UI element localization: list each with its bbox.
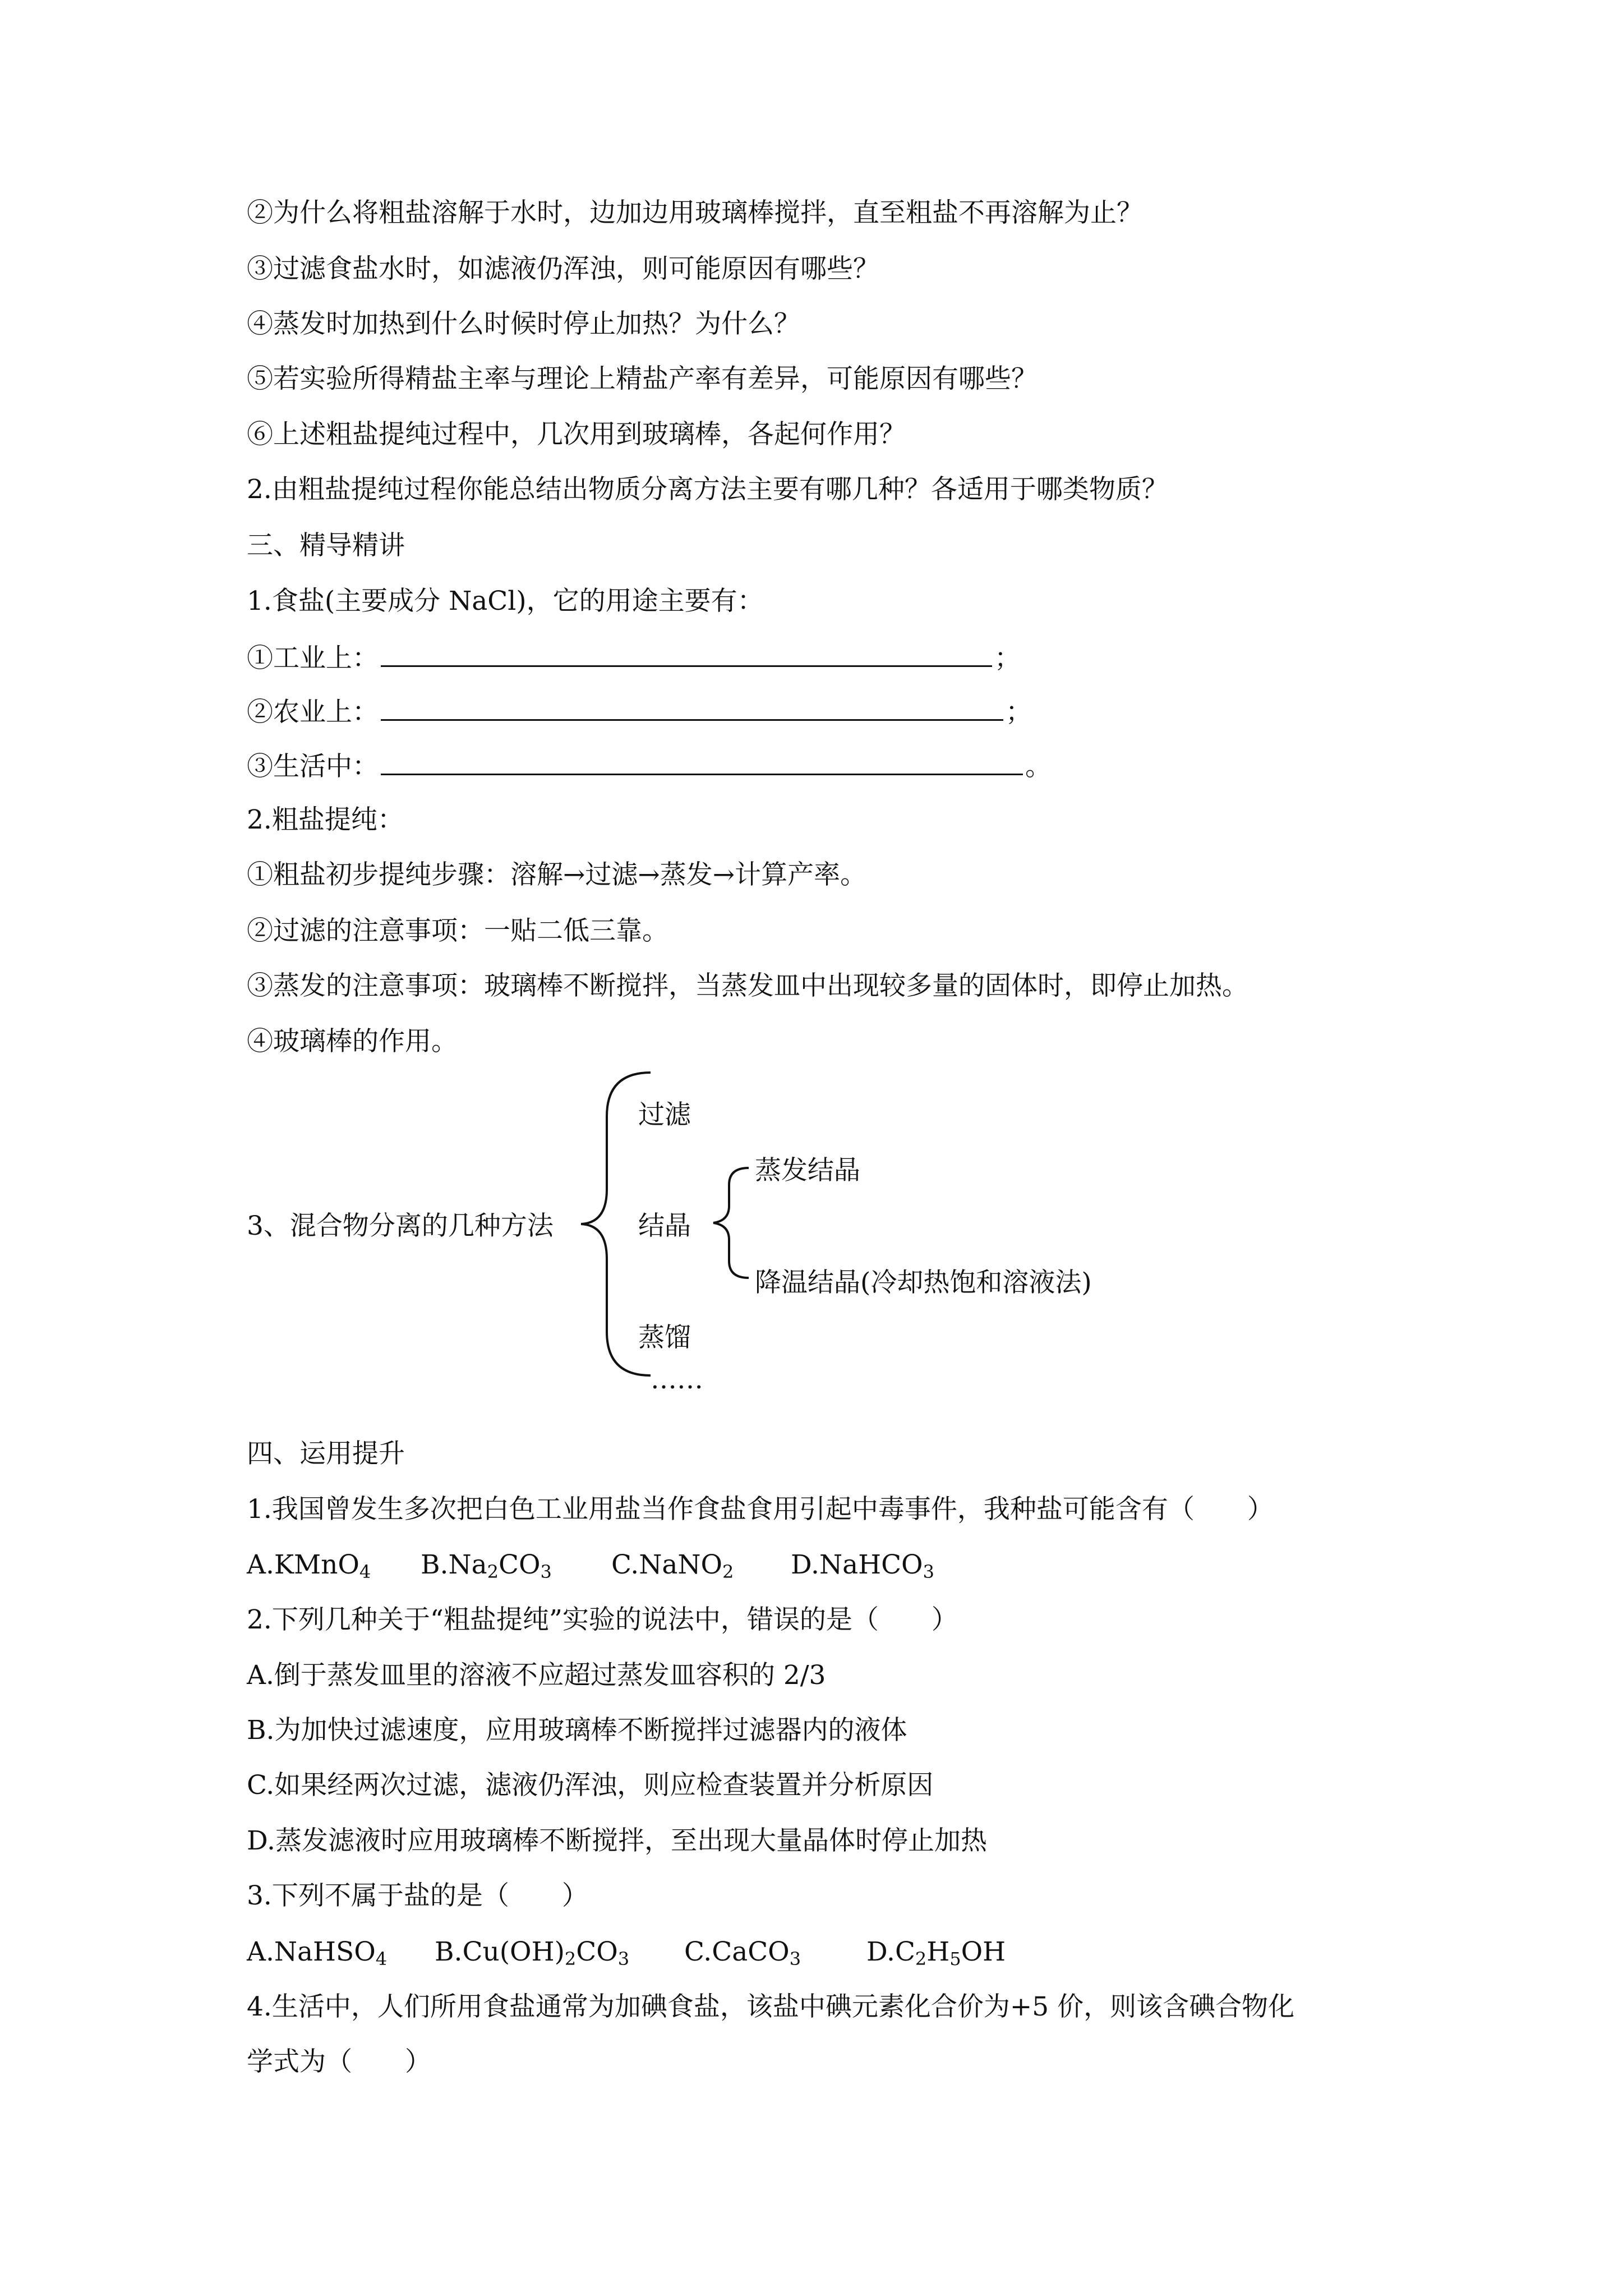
option-c: C.CaCO$_3$ [684,1936,801,1970]
salt-uses-intro: 1.食盐(主要成分 NaCl)，它的用途主要有： [247,586,764,616]
sub-brace [713,1168,749,1278]
mc-question-3-options [247,1935,1006,1969]
purification-step-1: ①粗盐初步提纯步骤：溶解→过滤→蒸发→计算产率。 [247,859,867,890]
mc-question-2-option-c: C.如果经两次过滤，滤液仍浑浊，则应检查装置并分析原因 [247,1770,934,1801]
question-1-3: ③过滤食盐水时，如滤液仍浑浊，则可能原因有哪些？ [247,254,879,284]
use-industry-label: ①工业上： [247,643,379,674]
mc-question-1: 1.我国曾发生多次把白色工业用盐当作食盐食用引起中毒事件，我种盐可能含有（ ） [247,1494,1274,1525]
option-a: A.KMnO$_4$ [247,1549,371,1582]
mc-question-2-option-d: D.蒸发滤液时应用玻璃棒不断搅拌，至出现大量晶体时停止加热 [247,1825,987,1856]
question-1-6: ⑥上述粗盐提纯过程中，几次用到玻璃棒，各起何作用？ [247,419,906,450]
semicolon: ； [994,643,1021,674]
mc-question-1-options [247,1548,934,1582]
use-agri-label: ②农业上： [247,697,379,728]
method-cooling-crystallization: 降温结晶(冷却热饱和溶液法) [755,1267,1092,1298]
question-1-5: ⑤若实验所得精盐主率与理论上精盐产率有差异，可能原因有哪些？ [247,364,1038,394]
mc-question-3: 3.下列不属于盐的是（ ） [247,1880,588,1911]
diagram-root-label: 3、混合物分离的几种方法 [247,1211,554,1241]
question-1-4: ④蒸发时加热到什么时候时停止加热？为什么？ [247,309,800,339]
mc-question-2-option-a: A.倒于蒸发皿里的溶液不应超过蒸发皿容积的 2/3 [247,1660,826,1691]
method-crystallization: 结晶 [638,1211,691,1241]
option-d: $D.C_2H_5OH$ [866,1936,1006,1970]
period: 。 [1025,751,1052,782]
semicolon: ； [1006,697,1032,728]
mc-question-2-option-b: B.为加快过滤速度，应用玻璃棒不断搅拌过滤器内的液体 [247,1715,907,1746]
method-ellipsis: …… [651,1364,703,1395]
purification-step-3: ③蒸发的注意事项：玻璃棒不断搅拌，当蒸发皿中出现较多量的固体时，即停止加热。 [247,970,1248,1001]
mc-question-2: 2.下列几种关于“粗盐提纯”实验的说法中，错误的是（ ） [247,1604,958,1635]
mc-question-4-line-1: 4.生活中，人们所用食盐通常为加碘食盐，该盐中碘元素化合价为+5 价，则该含碘合物化 [247,1991,1295,2022]
method-distillation: 蒸馏 [638,1322,691,1353]
purification-step-2: ②过滤的注意事项：一贴二低三靠。 [247,915,668,946]
option-a: A.NaHSO$_4$ [247,1936,388,1970]
section-4-heading: 四、运用提升 [247,1438,405,1469]
use-life-label: ③生活中： [247,751,379,782]
purification-step-4: ④玻璃棒的作用。 [247,1026,458,1057]
method-filtration: 过滤 [638,1099,691,1130]
option-d: D.NaHCO$_3$ [791,1549,934,1582]
mc-question-4-line-2: 学式为（ ） [247,2046,431,2077]
section-3-heading: 三、精导精讲 [247,530,405,561]
question-2: 2.由粗盐提纯过程你能总结出物质分离方法主要有哪几种？各适用于哪类物质？ [247,474,1168,505]
option-b: $B.Na_2CO_3$ [421,1549,552,1582]
option-c: C.NaNO$_2$ [611,1549,734,1582]
question-1-2: ②为什么将粗盐溶解于水时，边加边用玻璃棒搅拌，直至粗盐不再溶解为止？ [247,197,1143,228]
purification-heading: 2.粗盐提纯： [247,804,404,835]
method-evaporative-crystallization: 蒸发结晶 [755,1155,860,1186]
option-b: $B.Cu(OH)_2CO_3$ [435,1936,630,1970]
